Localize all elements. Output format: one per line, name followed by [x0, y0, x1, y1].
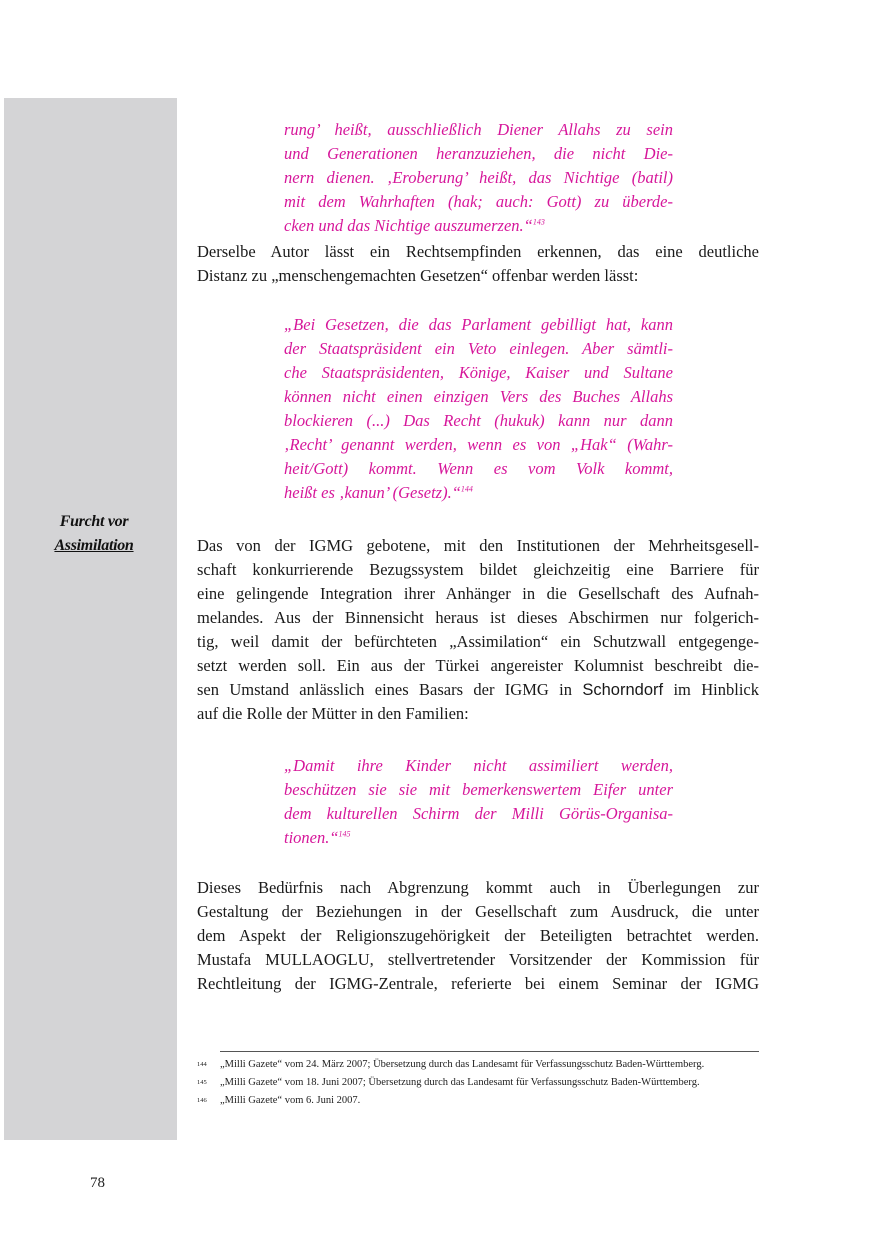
- place-name: Schorndorf: [582, 681, 664, 699]
- paragraph-line: melandes. Aus der Binnensicht heraus ist dieses Abschirmen nur folgerich-: [197, 608, 759, 627]
- paragraph-line: Distanz zu „menschengemachten Gesetzen“ offenbar werden lässt:: [197, 266, 639, 285]
- margin-sidebar: [4, 98, 177, 1140]
- quote-line: che Staatspräsidenten, Könige, Kaiser und Sultane: [284, 363, 673, 382]
- paragraph-line: eine gelingende Integration ihrer Anhänger in die Gesellschaft des Aufnah-: [197, 584, 759, 603]
- footnote-ref: 143: [532, 217, 545, 227]
- quote-line: nern dienen. ‚Eroberung’ heißt, das Nichtige (batil): [284, 168, 673, 187]
- paragraph-line: auf die Rolle der Mütter in den Familien:: [197, 704, 469, 723]
- page-number: 78: [90, 1175, 105, 1191]
- quote-line: „Damit ihre Kinder nicht assimiliert werden,: [284, 756, 673, 775]
- margin-note: [14, 510, 174, 558]
- margin-note-line: Furcht vor: [59, 513, 129, 530]
- quote-text: heißt es ‚kanun’ (Gesetz).“: [284, 483, 461, 502]
- footnote-ref: 144: [460, 484, 473, 494]
- footnote: [197, 1076, 759, 1090]
- paragraph-line: setzt werden soll. Ein aus der Türkei angereister Kolumnist beschreibt die-: [197, 656, 759, 675]
- margin-note-line: Assimilation: [54, 537, 134, 554]
- body-paragraph: [197, 240, 759, 288]
- quote-line: beschützen sie sie mit bemerkenswertem Eifer unter: [284, 780, 673, 799]
- quote-line: mit dem Wahrhaften (hak; auch: Gott) zu überde-: [284, 192, 673, 211]
- footnote-text: „Milli Gazete“ vom 6. Juni 2007.: [220, 1095, 361, 1106]
- footnotes: [197, 1058, 759, 1112]
- quote-line: blockieren (...) Das Recht (hukuk) kann nur dann: [284, 411, 673, 430]
- paragraph-text: sen Umstand anlässlich eines Basars der IGMG in: [197, 680, 583, 699]
- paragraph-text: im Hinblick: [663, 680, 759, 699]
- footnote-ref: 145: [338, 829, 351, 839]
- quote-line: können nicht einen einzigen Vers des Buches Allahs: [284, 387, 673, 406]
- paragraph-line: Gestaltung der Beziehungen in der Gesellschaft zum Ausdruck, die unter: [197, 902, 759, 921]
- paragraph-line: schaft konkurrierende Bezugssystem bildet gleichzeitig eine Barriere für: [197, 560, 759, 579]
- block-quote: [284, 313, 673, 505]
- quote-line: [284, 826, 673, 850]
- footnote-number: 146: [197, 1097, 207, 1104]
- footnote: [197, 1094, 759, 1108]
- footnote-divider: [220, 1051, 759, 1052]
- quote-line: heit/Gott) kommt. Wenn es vom Volk kommt,: [284, 459, 673, 478]
- quote-line: ‚Recht’ genannt werden, wenn es von „Hak“ (Wahr-: [284, 435, 673, 454]
- body-paragraph: [197, 534, 759, 726]
- paragraph-line: [197, 678, 759, 702]
- body-paragraph: [197, 876, 759, 996]
- paragraph-line: Rechtleitung der IGMG-Zentrale, referierte bei einem Seminar der IGMG: [197, 974, 759, 993]
- quote-text: tionen.“: [284, 828, 339, 847]
- paragraph-line: Derselbe Autor lässt ein Rechtsempfinden erkennen, das eine deutliche: [197, 242, 759, 261]
- footnote-number: 144: [197, 1061, 207, 1068]
- footnote-text: „Milli Gazete“ vom 18. Juni 2007; Übersetzung durch das Landesamt für Verfassungsschutz Baden-Württemberg.: [220, 1077, 700, 1088]
- paragraph-line: Mustafa MULLAOGLU, stellvertretender Vorsitzender der Kommission für: [197, 950, 759, 969]
- quote-line: rung’ heißt, ausschließlich Diener Allahs zu sein: [284, 120, 673, 139]
- block-quote: [284, 754, 673, 850]
- footnote-text: „Milli Gazete“ vom 24. März 2007; Übersetzung durch das Landesamt für Verfassungsschutz Baden-Württemberg.: [220, 1059, 705, 1070]
- quote-line: [284, 214, 673, 238]
- quote-text: cken und das Nichtige auszumerzen.“: [284, 216, 533, 235]
- block-quote: [284, 118, 673, 238]
- quote-line: dem kulturellen Schirm der Milli Görüs-Organisa-: [284, 804, 673, 823]
- quote-line: „Bei Gesetzen, die das Parlament gebilligt hat, kann: [284, 315, 673, 334]
- paragraph-line: Dieses Bedürfnis nach Abgrenzung kommt auch in Überlegungen zur: [197, 878, 759, 897]
- footnote: [197, 1058, 759, 1072]
- quote-line: [284, 481, 673, 505]
- footnote-number: 145: [197, 1079, 207, 1086]
- paragraph-line: Das von der IGMG gebotene, mit den Institutionen der Mehrheitsgesell-: [197, 536, 759, 555]
- quote-line: und Generationen heranzuziehen, die nicht Die-: [284, 144, 673, 163]
- quote-line: der Staatspräsident ein Veto einlegen. Aber sämtli-: [284, 339, 673, 358]
- paragraph-line: tig, weil damit der befürchteten „Assimilation“ ein Schutzwall entgegenge-: [197, 632, 759, 651]
- paragraph-line: dem Aspekt der Religionszugehörigkeit der Beteiligten betrachtet werden.: [197, 926, 759, 945]
